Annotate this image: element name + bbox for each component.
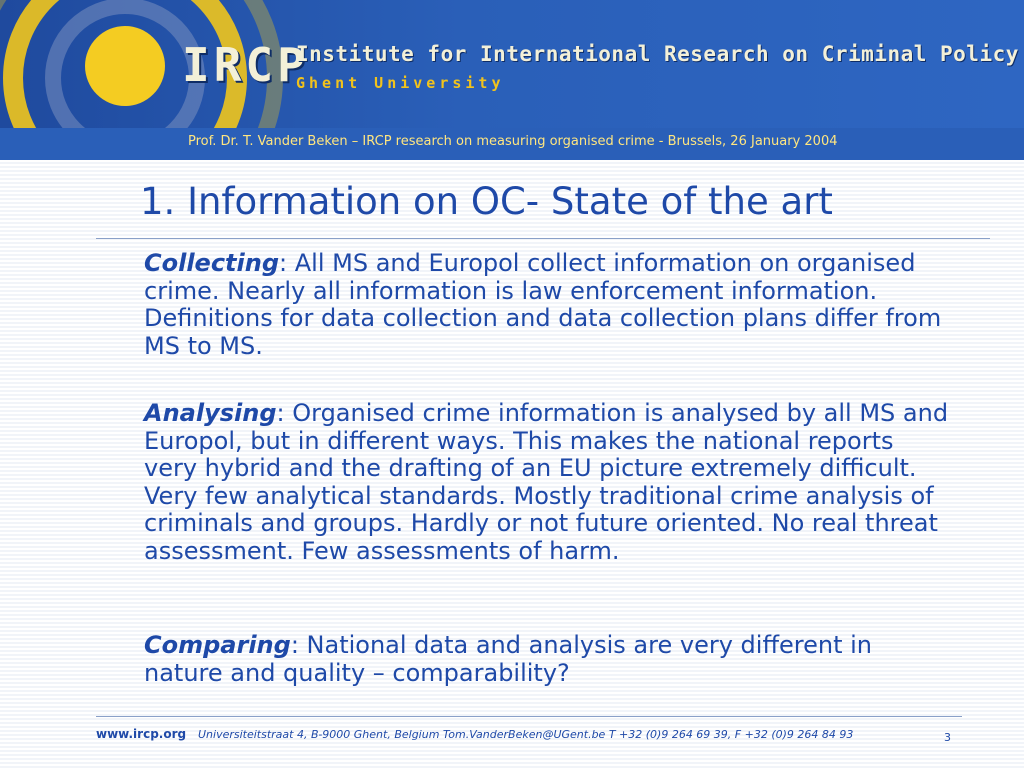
page-number: 3 (944, 731, 951, 744)
title-divider (96, 238, 990, 239)
term-comparing: Comparing (144, 631, 291, 659)
header-banner (0, 0, 1024, 128)
presentation-info: Prof. Dr. T. Vander Beken – IRCP research on measuring organised crime - Brussels, 26 January 2004 (188, 134, 838, 149)
paragraph-text: : Organised crime information is analysed by all MS and Europol, but in different ways. This makes the national reports very hybrid and the drafting of an EU picture extremely difficult. Very few analytical standards. Mostly traditional crime analysis of criminals and groups. Hardly or not future oriented. No real threat assessment. Few assessments of harm. (144, 399, 949, 565)
footer-website-link[interactable]: www.ircp.org (96, 727, 187, 741)
logo-wordmark: IRCP (182, 38, 309, 92)
footer-contact-info: Universiteitstraat 4, B-9000 Ghent, Belgium Tom.VanderBeken@UGent.be T +32 (0)9 264 69 39, F +32 (0)9 264 84 93 (198, 728, 854, 741)
paragraph-comparing (144, 632, 954, 687)
paragraph-analysing (144, 400, 954, 565)
slide-title: 1. Information on OC- State of the art (140, 180, 833, 223)
term-collecting: Collecting (144, 249, 280, 277)
institute-name: Institute for International Research on Criminal Policy (296, 42, 1019, 66)
university-name: Ghent University (296, 74, 505, 92)
footer-divider (96, 716, 962, 717)
paragraph-text: : All MS and Europol collect information on organised crime. Nearly all information is law enforcement information. Definitions for data collection and data collection plans differ from MS to MS. (144, 249, 942, 360)
paragraph-collecting (144, 250, 954, 360)
term-analysing: Analysing (144, 399, 277, 427)
paragraph-text: : National data and analysis are very different in nature and quality – comparability? (144, 631, 872, 687)
